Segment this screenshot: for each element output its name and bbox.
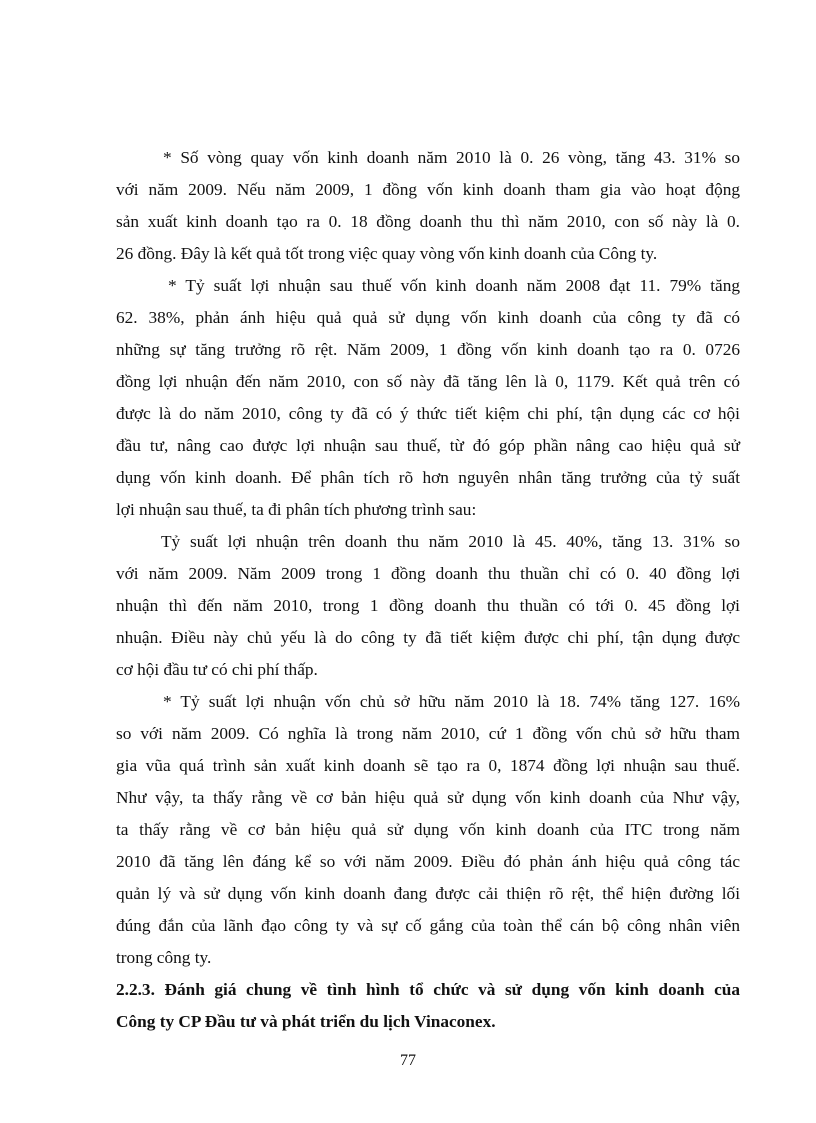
paragraph-turnover — [116, 142, 740, 270]
document-page — [116, 142, 740, 1038]
text-line: quản lý và sử dụng vốn kinh doanh đang được cải thiện rõ rệt, thể hiện đường lối — [116, 884, 740, 903]
paragraph-profit-ratio — [116, 270, 740, 526]
section-heading — [116, 974, 740, 1038]
text-line: Tỷ suất lợi nhuận trên doanh thu năm 2010 là 45. 40%, tăng 13. 31% so — [161, 532, 740, 551]
text-line: gia vũa quá trình sản xuất kinh doanh sẽ tạo ra 0, 1874 đồng lợi nhuận sau thuế. — [116, 756, 740, 775]
text-line: 62. 38%, phản ánh hiệu quả quả sử dụng vốn kinh doanh của công ty đã có — [116, 308, 740, 327]
text-line: ta thấy rằng về cơ bản hiệu quả sử dụng vốn kinh doanh của ITC trong năm — [116, 820, 740, 839]
text-line: so với năm 2009. Có nghĩa là trong năm 2010, cứ 1 đồng vốn chủ sở hữu tham — [116, 724, 740, 743]
heading-line: 2.2.3. Đánh giá chung về tình hình tổ chức và sử dụng vốn kinh doanh của — [116, 980, 740, 999]
text-line: dụng vốn kinh doanh. Để phân tích rõ hơn nguyên nhân tăng trưởng của tỷ suất — [116, 468, 740, 487]
text-line: đúng đắn của lãnh đạo công ty và sự cố gắng của toàn thể cán bộ công nhân viên — [116, 916, 740, 935]
paragraph-equity-ratio — [116, 686, 740, 974]
text-line: được là do năm 2010, công ty đã có ý thức tiết kiệm chi phí, tận dụng các cơ hội — [116, 404, 740, 423]
text-line: nhuận thì đến năm 2010, trong 1 đồng doanh thu thuần có tới 0. 45 đồng lợi — [116, 596, 740, 615]
text-line: sản xuất kinh doanh tạo ra 0. 18 đồng doanh thu thì năm 2010, con số này là 0. — [116, 212, 740, 231]
text-line: lợi nhuận sau thuế, ta đi phân tích phương trình sau: — [116, 500, 477, 519]
text-line: * Tỷ suất lợi nhuận vốn chủ sở hữu năm 2010 là 18. 74% tăng 127. 16% — [163, 692, 740, 711]
paragraph-revenue-ratio — [116, 526, 740, 686]
text-line: những sự tăng trưởng rõ rệt. Năm 2009, 1 đồng vốn kinh doanh tạo ra 0. 0726 — [116, 340, 740, 359]
text-line: với năm 2009. Nếu năm 2009, 1 đồng vốn kinh doanh tham gia vào hoạt động — [116, 180, 740, 199]
text-line: trong công ty. — [116, 948, 212, 967]
text-line: 2010 đã tăng lên đáng kể so với năm 2009. Điều đó phản ánh hiệu quả công tác — [116, 852, 740, 871]
text-line: đầu tư, nâng cao được lợi nhuận sau thuế, từ đó góp phần nâng cao hiệu quả sử — [116, 436, 740, 455]
text-line: cơ hội đầu tư có chi phí thấp. — [116, 660, 318, 679]
heading-line: Công ty CP Đầu tư và phát triển du lịch Vinaconex. — [116, 1012, 496, 1031]
text-line: * Tỷ suất lợi nhuận sau thuế vốn kinh doanh năm 2008 đạt 11. 79% tăng — [168, 276, 740, 295]
page-number: 77 — [400, 1052, 416, 1069]
text-line: 26 đồng. Đây là kết quả tốt trong việc quay vòng vốn kinh doanh của Công ty. — [116, 244, 658, 263]
text-line: với năm 2009. Năm 2009 trong 1 đồng doanh thu thuần chỉ có 0. 40 đồng lợi — [116, 564, 740, 583]
text-line: nhuận. Điều này chủ yếu là do công ty đã tiết kiệm được chi phí, tận dụng được — [116, 628, 740, 647]
text-line: Như vậy, ta thấy rằng về cơ bản hiệu quả sử dụng vốn kinh doanh của Như vậy, — [116, 788, 740, 807]
text-line: đồng lợi nhuận đến năm 2010, con số này đã tăng lên là 0, 1179. Kết quả trên có — [116, 372, 740, 391]
text-line: * Số vòng quay vốn kinh doanh năm 2010 là 0. 26 vòng, tăng 43. 31% so — [163, 148, 740, 167]
